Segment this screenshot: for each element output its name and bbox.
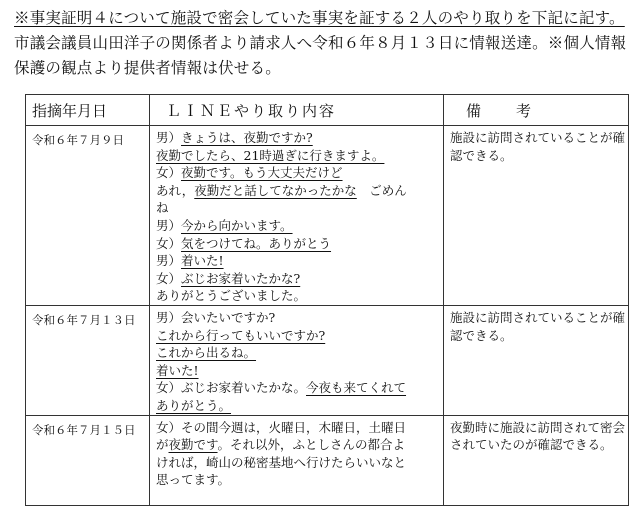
row-note: 施設に訪問されていることが確認できる。 <box>444 126 629 306</box>
header-note: 備 考 <box>444 95 629 126</box>
header-content: ＬＩＮＥやり取り内容 <box>150 95 444 126</box>
table-row <box>26 415 629 505</box>
message-line: ありがとう。 <box>156 397 232 413</box>
row-content <box>150 415 444 505</box>
message-line: 女）その間今週は，火曜日，木曜日，土曜日 <box>156 419 407 435</box>
row-date: 令和６年７月１３日 <box>26 305 150 415</box>
message-line: 夜勤でしたら、21時過ぎに行きますよ。 <box>156 147 385 163</box>
message-line: ければ，崎山の秘密基地へ行けたらいいなと <box>156 454 407 470</box>
table-header-row <box>26 95 629 126</box>
table-row <box>26 126 629 306</box>
message-line: 女）気をつけてね。ありがとう <box>156 235 332 251</box>
row-note: 夜勤時に施設に訪問されて密会されていたのが確認できる。 <box>444 415 629 505</box>
header-date: 指摘年月日 <box>26 95 150 126</box>
message-line: 男）着いた! <box>156 253 224 269</box>
message-line: ね <box>156 200 169 216</box>
message-line: あれ，夜勤だと話してなかったかな ごめん <box>156 182 407 198</box>
row-date: 令和６年７月１５日 <box>26 415 150 505</box>
message-line: 男）今から向かいます。 <box>156 217 293 233</box>
message-line: 思ってます。 <box>156 472 231 488</box>
message-line: 着いた! <box>156 362 199 378</box>
row-content <box>150 305 444 415</box>
message-line: これから行ってもいいですか? <box>156 327 326 343</box>
message-line: 女）ぶじお家着いたかな。今夜も来てくれて <box>156 380 407 396</box>
message-line: 男）会いたいですか? <box>156 309 276 325</box>
message-line: 女）ぶじお家着いたかな? <box>156 270 301 286</box>
message-line: が夜勤です。それ以外，ふとしさんの都合よ <box>156 437 406 453</box>
intro-paragraph <box>14 6 632 81</box>
message-line: ありがとうございました。 <box>156 288 307 304</box>
line-exchange-table <box>25 94 629 506</box>
message-line: 男）きょうは、夜勤ですか? <box>156 130 313 145</box>
row-note: 施設に訪問されていることが確認できる。 <box>444 305 629 415</box>
table-row <box>26 305 629 415</box>
row-date: 令和６年７月９日 <box>26 126 150 306</box>
row-content <box>150 126 444 306</box>
message-line: これから出るね。 <box>156 345 257 361</box>
intro-underlined-sentence: ※事実証明４について施設で密会していた事実を証する２人のやり取りを下記に記す。 <box>14 9 625 27</box>
intro-sentence: 市議会議員山田洋子の関係者より請求人へ令和６年８月１３日に情報送達。※個人情報保護の観点より提供者情報は伏せる。 <box>14 34 627 77</box>
message-line: 女）夜勤です。もう大丈夫だけど <box>156 165 343 181</box>
